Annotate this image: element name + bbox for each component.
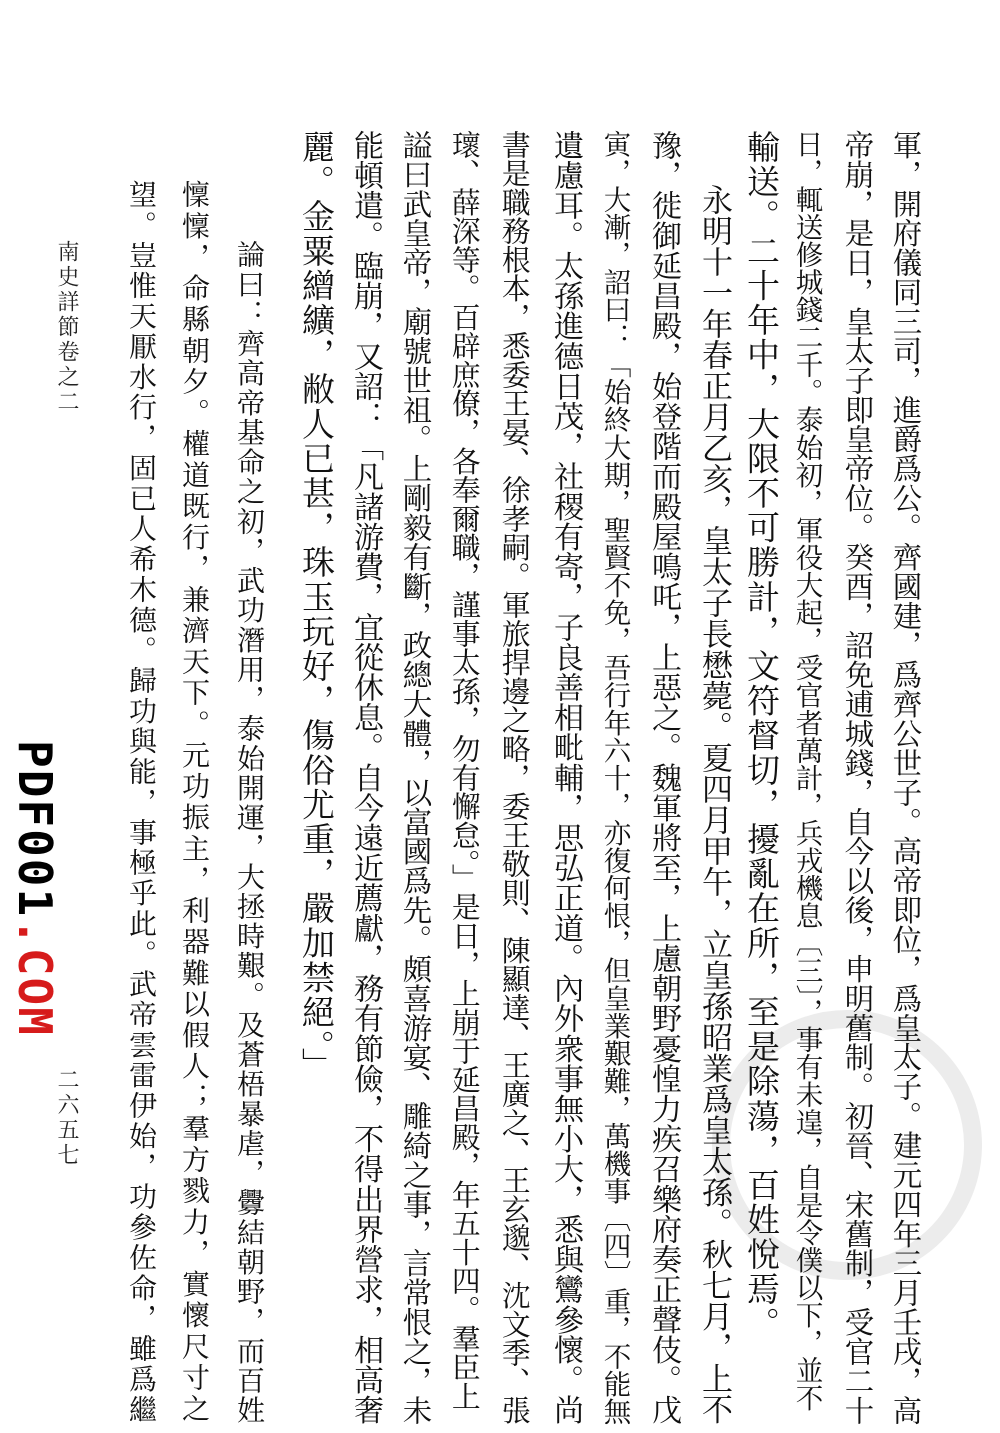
text-column: 謚曰武皇帝，廟號世祖。上剛毅有斷，政總大體，以富國爲先。頗喜游宴、雕綺之事，言常恨之，未 bbox=[398, 130, 433, 1425]
text-column: 輸送。二十年中，大限不可勝計，文符督切，擾亂在所，至是除蕩，百姓悅焉。 bbox=[742, 130, 781, 1341]
text-column: 軍，開府儀同三司，進爵爲公。齊國建，爲齊公世子。高帝即位，爲皇太子。建元四年三月壬戌，高 bbox=[888, 130, 923, 1425]
commentary-column: 望。豈惟天厭水行，固已人希木德。歸功與能，事極乎此。武帝雲雷伊始，功參佐命，雖爲繼 bbox=[125, 180, 158, 1425]
text-column: 瓌、薛深等。百辟庶僚，各奉爾職，謹事太孫，勿有懈怠。」是日，上崩于延昌殿，年五十四。羣臣上 bbox=[447, 130, 482, 1411]
text-column: 寅，大漸，詔曰：「始終大期，聖賢不免，吾行年六十，亦復何恨，但皇業艱難，萬機事〔四〕重，不能無 bbox=[598, 130, 631, 1425]
commentary-column: 懍懍，命縣朝夕。權道既行，兼濟天下。元功振主，利器難以假人；羣方戮力，實懷尺寸之 bbox=[178, 180, 211, 1425]
text-column: 遺慮耳。太孫進德日茂，社稷有寄，子良善相毗輔，思弘正道。內外衆事無小大，悉與鸞參懷。尚 bbox=[548, 130, 584, 1425]
text-column: 書是職務根本，悉委王晏、徐孝嗣。軍旅捍邊之略，委王敬則、陳顯達、王廣之、王玄邈、沈文季、張 bbox=[497, 130, 532, 1425]
watermark-suffix: .COM bbox=[8, 918, 62, 1037]
watermark-brand: PDF001 bbox=[8, 740, 62, 919]
text-column: 能頓遣。臨崩，又詔：「凡諸游費，宜從休息。自今遠近薦獻，務有節儉，不得出界營求，相高奢 bbox=[348, 130, 384, 1425]
commentary-column: 論曰：齊高帝基命之初，武功潛用，泰始開運，大拯時艱。及蒼梧暴虐，釁結朝野，而百姓 bbox=[233, 240, 266, 1425]
pdf001-watermark bbox=[8, 740, 62, 1037]
text-column: 日，輒送修城錢二千。泰始初，軍役大起，受官者萬計，兵戎機息〔三〕，事有未遑，自是令僕以下，並不 bbox=[790, 130, 823, 1412]
text-column: 帝崩，是日，皇太子即皇帝位。癸酉，詔免逋城錢，自今以後，申明舊制。初晉、宋舊制，受官二十 bbox=[840, 130, 875, 1425]
text-column: 麗。金粟繒纊，敝人已甚，珠玉玩好，傷俗尤重，嚴加禁絕。」 bbox=[297, 130, 336, 1083]
text-column: 永明十一年春正月乙亥，皇太子長懋薨。夏四月甲午，立皇孫昭業爲皇太孫。秋七月，上不 bbox=[696, 184, 733, 1425]
book-title: 南史詳節卷之二 bbox=[54, 240, 79, 415]
text-column: 豫，徙御延昌殿，始登階而殿屋鳴吒，上惡之。魏軍將至，上慮朝野憂惶力疾召樂府奏正聲伎。戊 bbox=[646, 130, 682, 1425]
page-number: 二六五七 bbox=[54, 1068, 79, 1168]
